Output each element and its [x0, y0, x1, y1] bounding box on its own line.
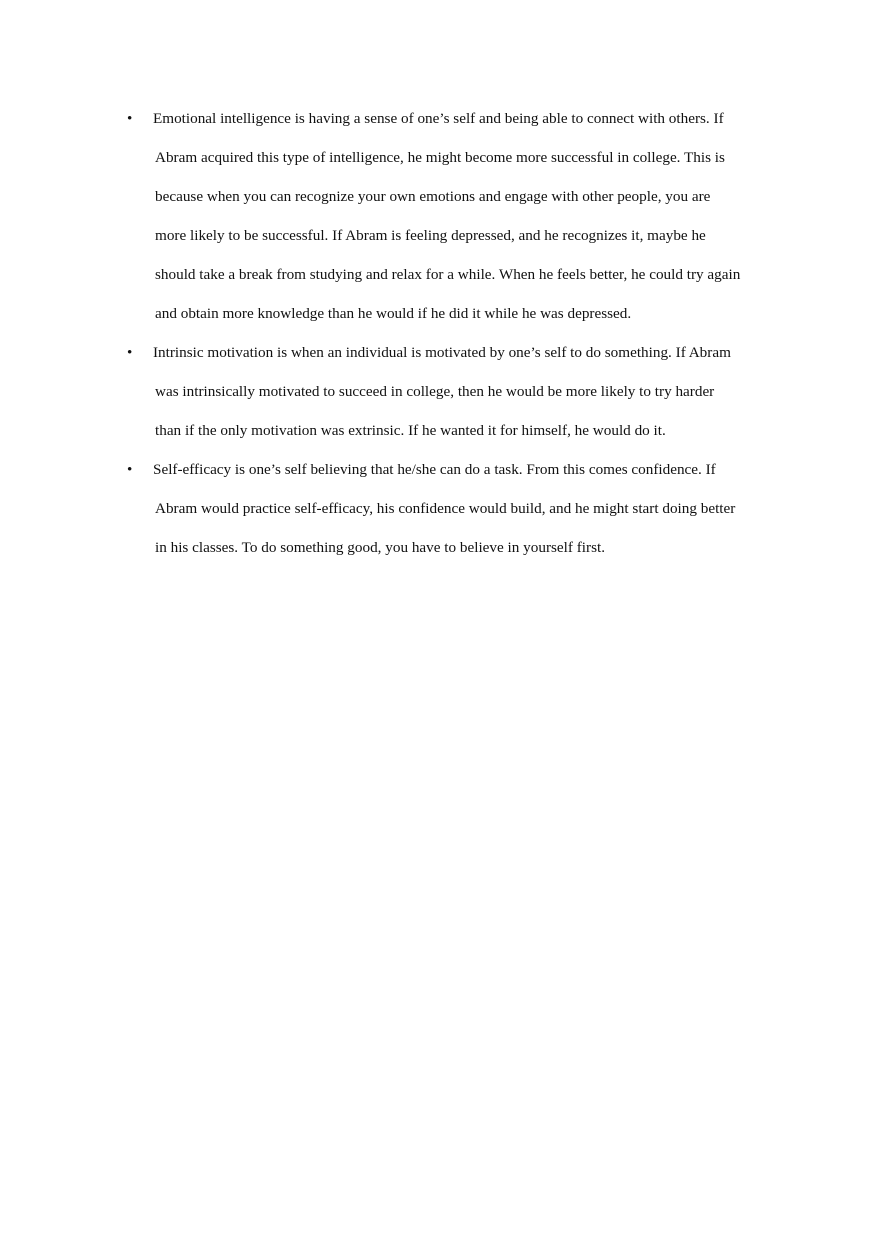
bullet-item-self-efficacy [127, 450, 777, 567]
paragraph-line: Abram would practice self-efficacy, his confidence would build, and he might start doing better [155, 500, 736, 517]
bullet-icon: • [127, 110, 133, 127]
paragraph-line: Self-efficacy is one’s self believing that he/she can do a task. From this comes confidence. If [153, 461, 716, 478]
paragraph-line: more likely to be successful. If Abram is feeling depressed, and he recognizes it, maybe he [155, 227, 706, 244]
paragraph-line: in his classes. To do something good, you have to believe in yourself first. [155, 539, 605, 556]
bullet-item-emotional-intelligence [127, 99, 777, 333]
paragraph-line: Abram acquired this type of intelligence, he might become more successful in college. This is [155, 149, 725, 166]
paragraph-line: than if the only motivation was extrinsic. If he wanted it for himself, he would do it. [155, 422, 666, 439]
bullet-icon: • [127, 344, 133, 361]
paragraph-line: Emotional intelligence is having a sense of one’s self and being able to connect with others. If [153, 110, 724, 127]
paragraph-line: should take a break from studying and relax for a while. When he feels better, he could try again [155, 266, 741, 283]
bullet-icon: • [127, 461, 133, 478]
bullet-list [127, 99, 777, 567]
paragraph-line: was intrinsically motivated to succeed in college, then he would be more likely to try harder [155, 383, 715, 400]
bullet-item-intrinsic-motivation [127, 333, 777, 450]
paragraph-line: Intrinsic motivation is when an individual is motivated by one’s self to do something. If Abram [153, 344, 731, 361]
paragraph-line: because when you can recognize your own emotions and engage with other people, you are [155, 188, 711, 205]
paragraph-line: and obtain more knowledge than he would if he did it while he was depressed. [155, 305, 632, 322]
